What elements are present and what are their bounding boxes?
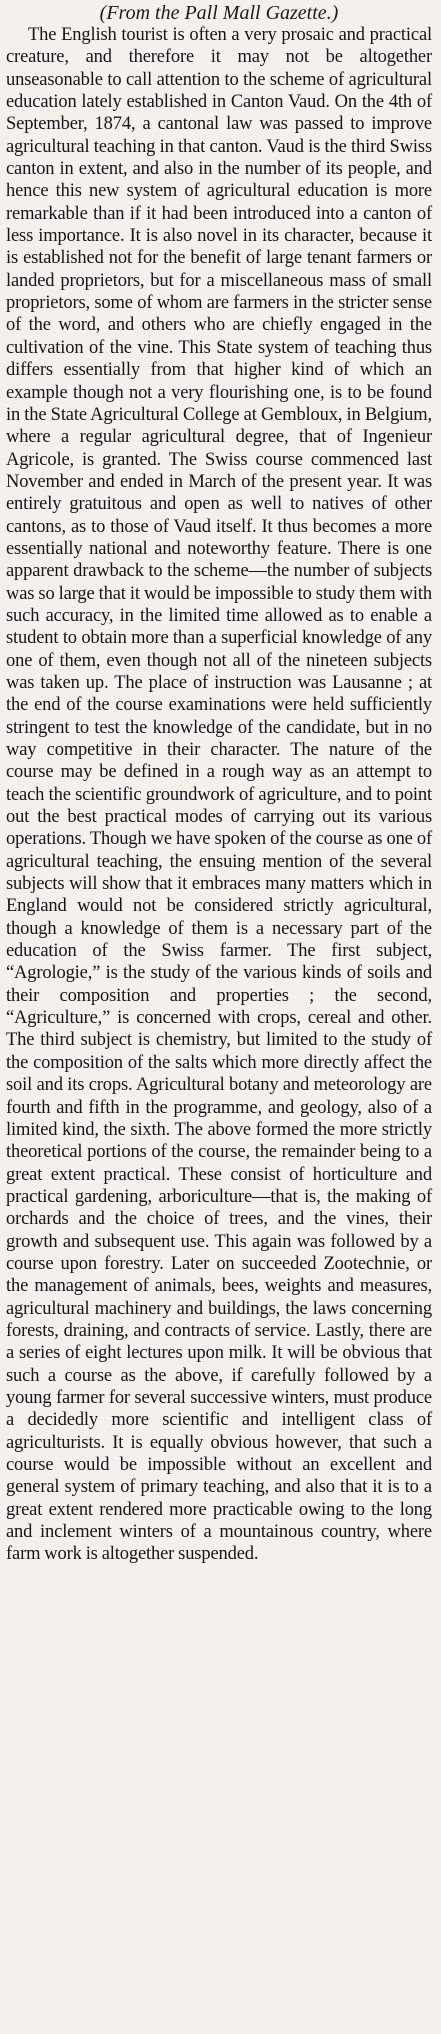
article-body: The English tourist is often a very prosaic and practical creature, and therefore it may not be altogether unseasonable to call attention to the scheme of agricultural education lately established in Canton Vaud. On the 4th of September, 1874, a cantonal law was passed to improve agricultural teaching in that canton. Vaud is the third Swiss canton in extent, and also in the number of its people, and hence this new system of agricultural education is more remarkable than if it had been introduced into a canton of less importance. It is also novel in its character, because it is established not for the benefit of large tenant farmers or landed proprietors, but for a miscellaneous mass of small proprietors, some of whom are farmers in the stricter sense of the word, and others who are chiefly engaged in the cultivation of the vine. This State system of teaching thus differs essentially from that higher kind of which an example though not a very flourishing one, is to be found in the State Agricultural College at Gembloux, in Belgium, where a regular agricultural degree, that of Ingenieur Agricole, is granted. The Swiss course commenced last November and ended in March of the present year. It was entirely gratuitous and open as well to natives of other cantons, as to those of Vaud itself. It thus becomes a more essentially national and noteworthy feature. There is one apparent drawback to the scheme—the number of subjects was so large that it would be impossible to study them with such accuracy, in the limited time allowed as to enable a student to obtain more than a superficial knowledge of any one of them, even though not all of the nineteen subjects was taken up. The place of instruction was Lausanne ; at the end of the course examinations were held sufficiently stringent to test the knowledge of the candidate, but in no way competitive in their character. The nature of the course may be defined in a rough way as an attempt to teach the scientific groundwork of agriculture, and to point out the best practical modes of carrying out its various operations. Though we have spoken of the course as one of agricultural teaching, the ensuing mention of the several subjects will show that it embraces many matters which in England would not be considered strictly agricultural, though a knowledge of them is a necessary part of the education of the Swiss farmer. The first subject, “Agrologie,” is the study of the various kinds of soils and their composition and properties ; the second, “Agriculture,” is concerned with crops, cereal and other. The third subject is chemistry, but limited to the study of the composition of the salts which more directly affect the soil and its crops. Agricultural botany and meteorology are fourth and fifth in the programme, and geology, also of a limited kind, the sixth. The above formed the more strictly theoretical portions of the course, the remainder being to a great extent practical. These consist of horticulture and practical gardening, arboriculture—that is, the making of orchards and the choice of trees, and the vines, their growth and subsequent use. This again was followed by a course upon forestry. Later on succeeded Zootechnie, or the management of animals, bees, weights and measures, agricultural machinery and buildings, the laws concerning forests, draining, and contracts of service. Lastly, there are a series of eight lectures upon milk. It will be obvious that such a course as the above, if carefully followed by a young farmer for several successive winters, must produce a decidedly more scientific and intelligent class of agriculturists. It is equally obvious however, that such a course would be impossible without an excellent and general system of primary teaching, and also that it is to a great extent rendered more practicable owing to the long and inclement winters of a mountainous country, where farm work is altogether suspended. xyxy=(6,25,432,1565)
source-attribution: (From the Pall Mall Gazette.) xyxy=(99,2,339,24)
